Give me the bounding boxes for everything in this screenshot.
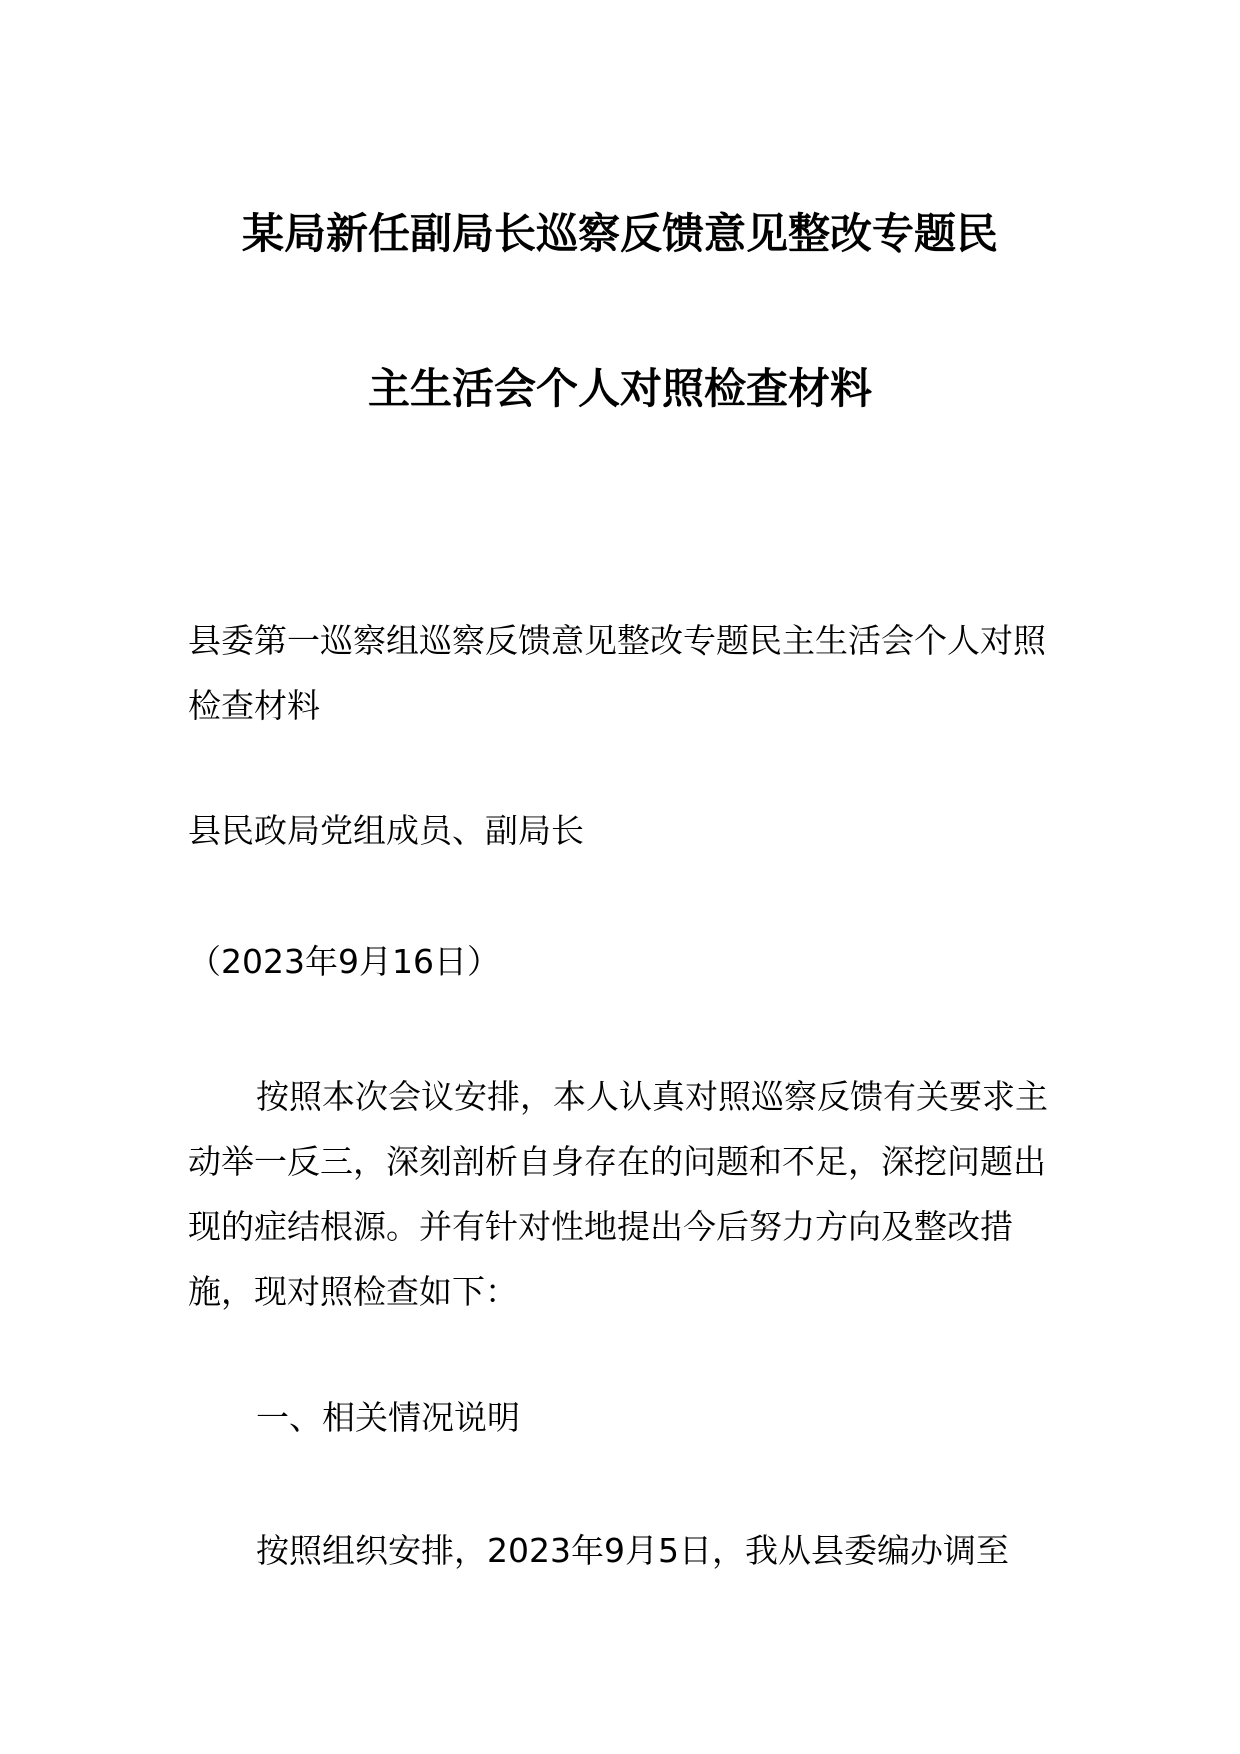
document-title-line-1: 某局新任副局长巡察反馈意见整改专题民 [241, 209, 998, 258]
document-title-line-2: 主生活会个人对照检查材料 [367, 364, 872, 413]
section-1-paragraph: 按照组织安排，2023年9月5日，我从县委编办调至 [256, 1531, 1009, 1570]
intro-paragraph: 按照本次会议安排，本人认真对照巡察反馈有关要求主动举一反三，深刻剖析自身存在的问题和不足，深挖问题出现的症结根源。并有针对性地提出今后努力方向及整改措施，现对照检查如下： [188, 1077, 1048, 1311]
author-position: 县民政局党组成员、副局长 [188, 811, 584, 850]
document-subtitle: 县委第一巡察组巡察反馈意见整改专题民主生活会个人对照检查材料 [188, 621, 1046, 725]
document-date: （2023年9月16日） [188, 942, 500, 981]
section-heading-1: 一、相关情况说明 [256, 1398, 520, 1437]
